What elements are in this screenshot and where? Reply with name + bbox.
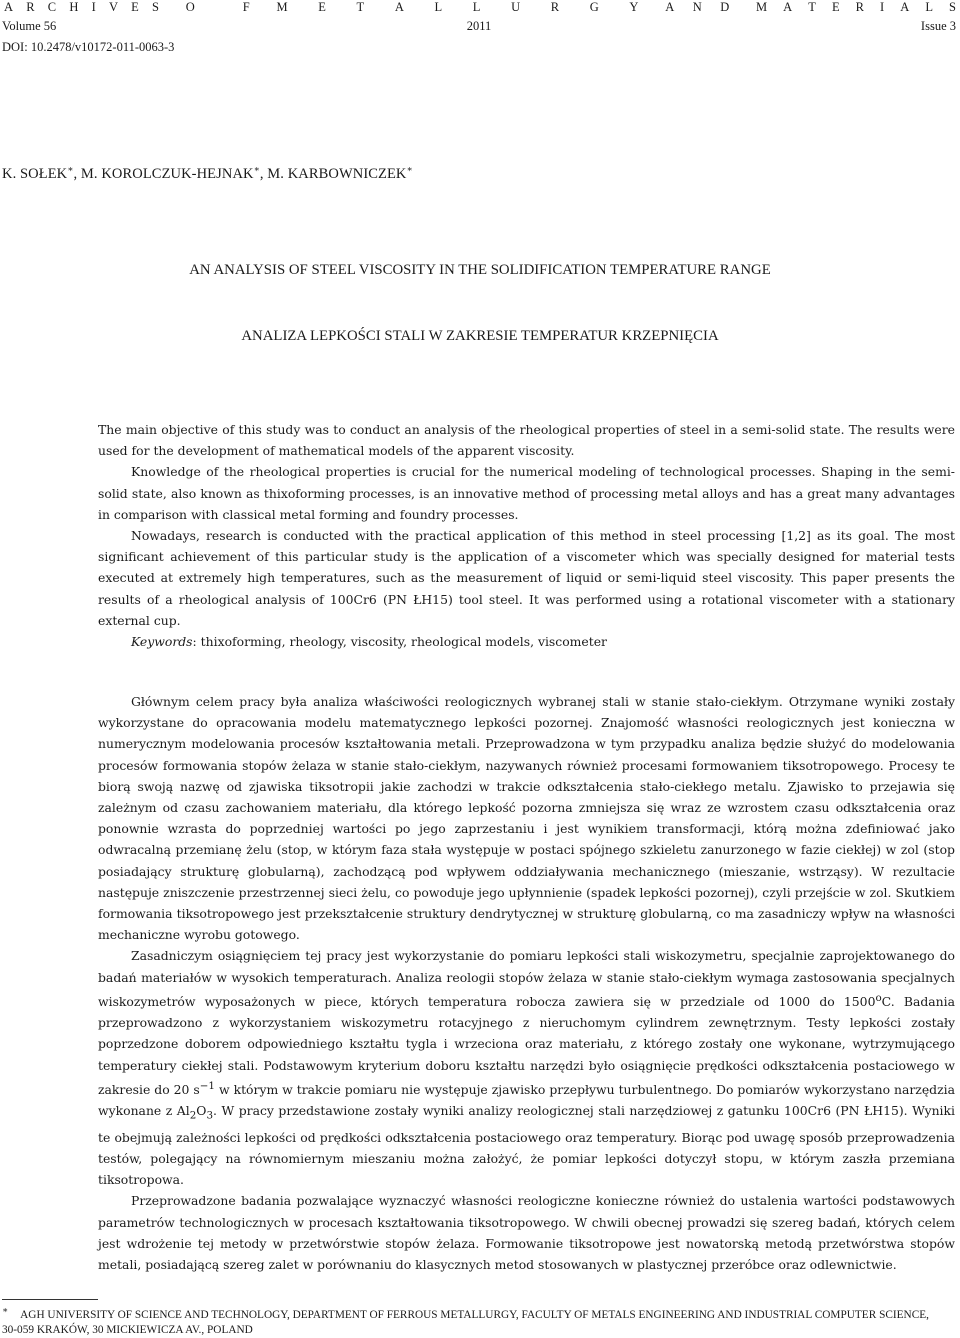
author-2: M. KOROLCZUK-HEJNAK [80,165,254,182]
footnote-rule [2,1299,98,1300]
exponent: −1 [199,1079,216,1092]
issue-label: Issue 3 [920,19,956,33]
author-3: M. KARBOWNICZEK [267,165,407,182]
subscript-3: 3 [206,1109,214,1122]
abstract-pl-p2-part-d: O [196,1103,207,1119]
footnote-mark: ∗ [2,1305,9,1315]
abstract-pl-p2-part-e: . W pracy przedstawione zostały wyniki analizy reologicznej stali narzędziowej z gatunku 100Cr6 (PN ŁH15). Wyniki te obejmują zależności lepkości od prędkości odkształcenia postaciowego oraz temperatury. Biorąc pod uwagę sposób przeprowadzenia testów, polegający na równomiernym mieszaniu można założyć, że pomiar lepkości dotyczył stopu, w którym zaszła przemiana tiksotropowa. [98,1103,955,1188]
keywords-line [98,631,955,652]
footnote-text: AGH UNIVERSITY OF SCIENCE AND TECHNOLOGY, DEPARTMENT OF FERROUS METALLURGY, FACULTY OF METALS ENGINEERING AND INDUSTRIAL COMPUTER SCIENCE, 30-059 KRAKÓW, 30 MICKIEWICZA AV., POLAND [2,1308,929,1336]
year-label: 2011 [466,19,492,33]
author-separator: , [73,165,81,182]
author-3-mark: ∗ [406,164,413,174]
abstract-pl-paragraph-2 [98,945,955,1190]
keywords-text: : thixoforming, rheology, viscosity, rheological models, viscometer [192,634,607,650]
degree-sign: o [875,991,882,1004]
title-polish: ANALIZA LEPKOŚCI STALI W ZAKRESIE TEMPERATUR KRZEPNIĘCIA [241,328,719,344]
author-1: K. SOŁEK [2,165,68,182]
doi-label: DOI: 10.2478/v10172-011-0063-3 [2,40,175,54]
author-2-mark: ∗ [253,164,260,174]
title-english: AN ANALYSIS OF STEEL VISCOSITY IN THE SOLIDIFICATION TEMPERATURE RANGE [189,262,771,278]
author-separator: , [259,165,268,182]
abstract-pl-paragraph-3: Przeprowadzone badania pozwalające wyznaczyć własności reologiczne konieczne również do ustalenia wartości podstawowych parametrów technologicznych w procesach kształtowania tiksotropowego. W chwili obecnej prowadzi się szereg badań, których celem jest wdrożenie tej metody w przetwórstwie stopów żelaza. Formowanie tiksotropowe jest nowatorską metodą przetwórstwa stopów metali, posiadającą szereg zalet w porównaniu do klasycznych metod stosowanych w plastycznej przeróbce oraz odlewnictwie. [98,1193,955,1272]
journal-word: A N D [665,0,730,14]
abstract-polish [98,691,955,1275]
volume-label: Volume 56 [2,19,57,33]
abstract-pl-p2-part-b: C. Badania przeprowadzono z wykorzystaniem wiskozymetru rotacyjnego z nieruchomym cylindrem zewnętrznym. Testy lepkości zostały poprzedzone doborem odpowiedniego kształtu tygla i wrzeciona oraz materiału, z którego zostały one wykonane, wytrzymującego temperatury ciekłej stali. Podstawowym kryterium doboru kształtu narzędzi było osiągnięcie prędkości odkształcenia postaciowego w zakresie do 20 s [98,993,955,1097]
abstract-pl-p2-part-a: Zasadniczym osiągnięciem tej pracy jest wykorzystanie do pomiaru lepkości stali wiskozymetru, specjalnie zaprojektowanego do badań materiałów w wysokich temperaturach. Analiza reologii stopów żelaza w stanie stało-ciekłym wymaga zastosowania specjalnych wiskozymetrów wyposażonych w piece, których temperatura robocza zawiera się w przedziale od 1000 do 1500 [98,948,955,1009]
abstract-english [98,419,955,652]
journal-word: A R C H I V E S [4,0,159,14]
journal-word: O F [185,0,250,14]
author-1-mark: ∗ [67,164,74,174]
journal-name [4,0,956,14]
abstract-pl-p2-part-c: w którym w trakcie pomiaru nie występuje zjawisko przepływu turbulentnego. Do pomiarów wykorzystano narzędzia wykonane z Al [98,1081,955,1119]
subscript-2: 2 [189,1109,197,1122]
journal-word: M A T E R I A L S [756,0,956,14]
keywords-label: Keywords [131,634,193,650]
journal-word: M E T A L L U R G Y [276,0,639,14]
author-list [2,164,413,183]
abstract-en-paragraph-2: Knowledge of the rheological properties is crucial for the numerical modeling of technological processes. Shaping in the semi-solid state, also known as thixoforming processes, is an innovative method of processing metal alloys and has a great many advantages in comparison with classical metal forming and foundry processes. [98,464,955,522]
abstract-en-paragraph-3: Nowadays, research is conducted with the practical application of this method in steel processing [1,2] as its goal. The most significant achievement of this particular study is the application of a viscometer which was specially designed for material tests executed at extremely high temperatures, such as the measurement of liquid or semi-liquid steel viscosity. This paper presents the results of a rheological analysis of 100Cr6 (PN ŁH15) tool steel. It was performed using a rotational viscometer with a stationary external cup. [98,528,955,628]
abstract-en-paragraph-1: The main objective of this study was to conduct an analysis of the rheological properties of steel in a semi-solid state. The results were used for the development of mathematical models of the apparent viscosity. [98,422,955,459]
abstract-pl-paragraph-1: Głównym celem pracy była analiza właściwości reologicznych wybranej stali w stanie stało-ciekłym. Otrzymane wyniki zostały wykorzystane do opracowania modelu matematycznego lepkości pozornej. Znajomość własności reologicznych jest konieczna w numerycznym modelowania procesów kształtowania metali. Przeprowadzona w tym przypadku analiza będzie służyć do modelowania procesów formowania stopów żelaza w stanie stało-ciekłym, nazywanych również procesami formowaniem tiksotropowego. Procesy te biorą swoją nazwę od zjawiska tiksotropii jakie zachodzi w trakcie odkształcenia stało-ciekłego metalu. Zjawisko to przejawia się zależnym od czasu zachowaniem materiału, dla którego lepkość pozorna zmniejsza się wraz ze wzrostem czasu odkształcenia oraz ponownie wzrasta do poprzedniej wartości po jego zaprzestaniu i jest wynikiem transformacji, którą można zdefiniować jako odwracalną przemianę żelu (stop, w którym faza stała występuje w postaci spójnego szkieletu zanurzonego w fazie ciekłej) w zol (stop posiadający strukturę globularną), zachodzącą pod wpływem oddziaływania mechanicznego (mieszanie, wstrząsy). W rezultacie następuje zniszczenie przestrzennej sieci żelu, co powoduje jego upłynnienie (spadek lepkości pozornej), czyli przejście w zol. Skutkiem formowania tiksotropowego jest przekształcenie struktury dendrytycznej w strukturę globularną, co ma zasadniczy wpływ na własności mechaniczne wyrobu gotowego. [98,694,955,943]
